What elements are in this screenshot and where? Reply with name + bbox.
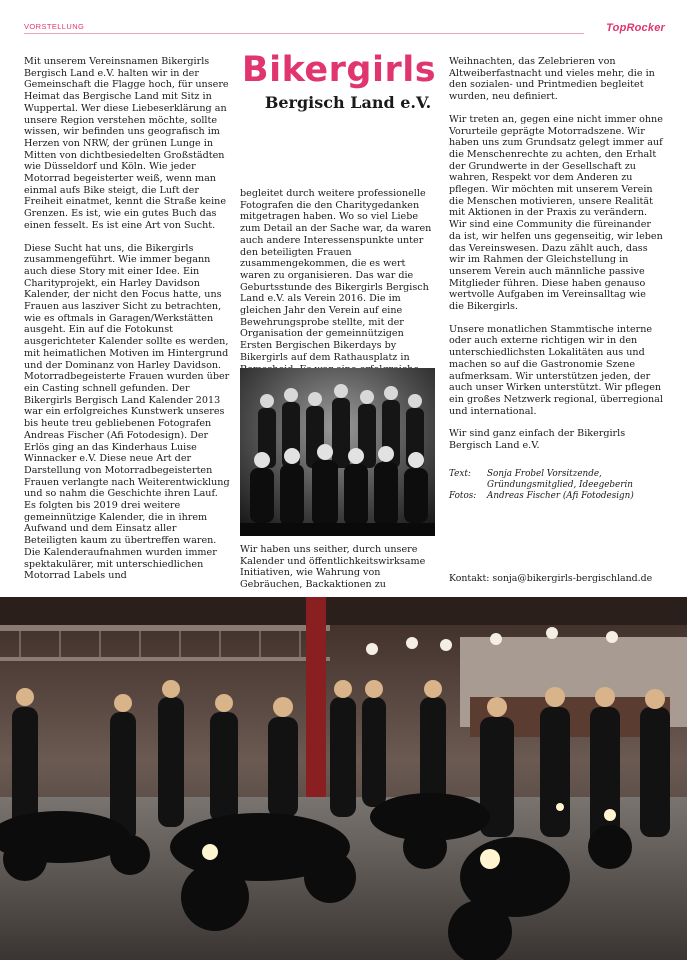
contact-line: Kontakt: sonja@bikergirls-bergischland.de xyxy=(449,573,653,584)
motorcycle-group-illustration xyxy=(0,597,687,960)
article-column-1 xyxy=(24,56,230,593)
magazine-logo: TopRocker xyxy=(606,22,665,34)
credit-text-label: Text: xyxy=(449,469,471,479)
article-title xyxy=(236,50,442,126)
header-divider xyxy=(24,33,584,34)
group-photo-bw xyxy=(240,368,435,536)
article-column-3 xyxy=(449,56,663,463)
page-header xyxy=(0,0,687,40)
paragraph: Mit unserem Vereinsnamen Bikergirls Bergisch Land e.V. halten wir in der Gemeinschaft die Flagge hoch, für unsere Heimat das Bergische Land mit Sitz in Wuppertal. Wer diese Liebeserklärung an unsere Region verstehen möchte, sollte wissen, wir befinden uns geografisch im Herzen von NRW, der grünen Lunge in Mitten von dichtbesiedelten Großstädten wie Düsseldorf und Köln. Wie jeder Motorrad begeisterter weiß, wenn man einmal aufs Bike steigt, die Luft der Freiheit einatmet, kennt die Straße keine Grenzen. Es ist, wie ein gutes Buch das einen fesselt. Es ist eine Art von Sucht. xyxy=(24,56,229,231)
credit-photo-value: Andreas Fischer (Afi Fotodesign) xyxy=(487,491,634,501)
credit-text-row xyxy=(449,469,663,491)
motorcycle-group-photo xyxy=(0,597,687,960)
paragraph: Wir treten an, gegen eine nicht immer ohne Vorurteile geprägte Motorradszene. Wir haben uns zum Grundsatz gelegt immer auf die Menschenrechte zu achten, den Erhalt der Grundwerte in der Gesellschaft zu wahren, Respekt vor dem Anderen zu pflegen. Wir möchten mit unserem Verein die Menschen motivieren, unsere Realität mit Aktionen in der Praxis zu verändern. Wir sind eine Community die füreinander da ist, wir helfen uns gegenseitig, wir leben das Vereinswesen. Dazu zählt auch, dass wir im Rahmen der Gleichstellung in unserem Verein auch männliche passive Mitglieder führen. Diese haben genauso wertvolle Aufgaben im Vereinsalltag wie die Bikergirls. xyxy=(449,113,663,313)
credit-photo-label: Fotos: xyxy=(449,491,477,501)
credit-photo-row xyxy=(449,491,663,502)
paragraph: Weihnachten, das Zelebrieren von Altweiberfastnacht und vieles mehr, die in den sozialen- und Printmedien begleitet wurden, neu definiert. xyxy=(449,56,655,103)
paragraph: Wir sind ganz einfach der Bikergirls Bergisch Land e.V. xyxy=(449,428,626,452)
section-label: VORSTELLUNG xyxy=(24,22,85,31)
group-photo-illustration xyxy=(240,368,435,536)
paragraph: Wir haben uns seither, durch unsere Kalender und öffentlichkeitswirksame Initiativen, wie Wahrung von Gebräuchen, Backaktionen zu xyxy=(240,544,426,591)
paragraph: Diese Sucht hat uns, die Bikergirls zusammengeführt. Wie immer begann auch diese Story mit einer Idee. Ein Charityprojekt, ein Harley Davidson Kalender, der nicht den Focus hatte, uns Frauen aus lasziver Sicht zu betrachten, wie es oftmals in Garagen/Werkstätten ausgeht. Ein auf die Fotokunst ausgerichteter Kalender sollte es werden, mit heimatlichen Motiven im Hintergrund und der Dominanz von Harley Davidson. Motorradbegeisterte Frauen wurden über ein Casting schnell gefunden. Der Bikergirls Bergisch Land Kalender 2013 war ein erfolgreiches Kunstwerk unseres bis heute treu gebliebenen Fotografen Andreas Fischer (Afi Fotodesign). Der Erlös ging an das Kinderhaus Luise Winnacker e.V. Diese neue Art der Darstellung von Motorradbegeisterten Frauen verlangte nach Weiterentwicklung und so nahm die Geschichte ihren Lauf. Es folgten bis 2019 drei weitere gemeinnützige Kalender, die in ihrem Aufwand und dem Einsatz aller Beteiligten kaum zu übertreffen waren. Die Kalenderaufnahmen wurden immer spektakulärer, mit unterschiedlichen Motorrad Labels und xyxy=(24,242,230,582)
paragraph: begleitet durch weitere professionelle Fotografen die den Charitygedanken mitgetragen haben. Wo so viel Liebe zum Detail an der Sache war, da waren auch andere Interessenspunkte unter den beteiligten Frauen zusammengekommen, die es wert waren zu organisieren. Das war die Geburtsstunde des Bikergirls Bergisch Land e.V. als Verein 2016. Die im gleichen Jahr den Verein auf eine Bewehrungsprobe stellte, mit der Organisation der gemeinnützigen Ersten Bergischen Bikerdays by Bikergirls auf dem Rathausplatz in xyxy=(240,188,432,363)
paragraph: Unsere monatlichen Stammtische interne oder auch externe richtigen wir in den unterschiedlichsten Lokalitäten aus und machen so auf die Gastronomie Szene aufmerksam. Wir unterstützen jeden, der auch unser Wirken unterstützt. Wir pflegen ein großes Netzwerk regional, überregional und international. xyxy=(449,323,663,417)
title-main: Bikergirls xyxy=(241,50,437,90)
article-credits xyxy=(449,469,663,502)
credit-text-value: Sonja Frobel Vorsitzende, Gründungsmitglied, Ideegeberin xyxy=(487,469,633,490)
title-subtitle: Bergisch Land e.V. xyxy=(264,93,432,112)
article-column-2-continued xyxy=(240,544,438,591)
